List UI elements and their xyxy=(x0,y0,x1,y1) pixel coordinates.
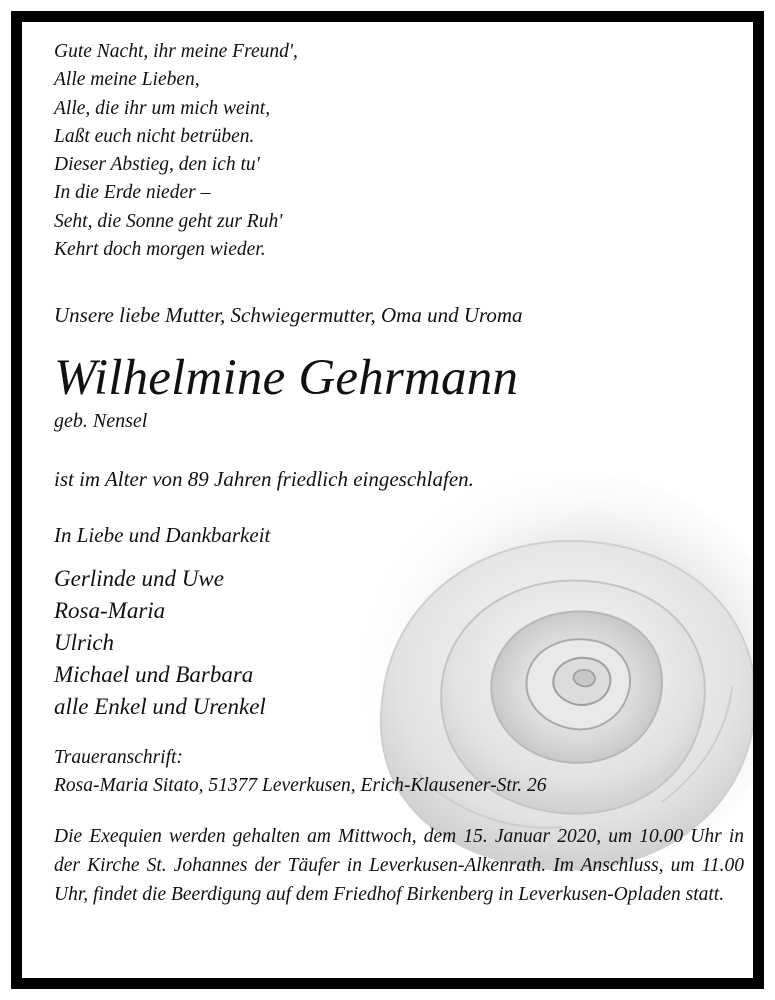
poem-line: Alle, die ihr um mich weint, xyxy=(54,97,271,119)
poem-line: Seht, die Sonne geht zur Ruh' xyxy=(54,210,283,232)
poem-line: Dieser Abstieg, den ich tu' xyxy=(54,154,260,176)
poem-line: Gute Nacht, ihr meine Freund', xyxy=(54,41,298,62)
age-statement: ist im Alter von 89 Jahren friedlich eingeschlafen. xyxy=(54,467,474,492)
mourning-address: Rosa-Maria Sitato, 51377 Leverkusen, Erich-Klausener-Str. 26 xyxy=(54,775,547,797)
obituary-frame xyxy=(11,11,764,989)
love-line: In Liebe und Dankbarkeit xyxy=(54,523,271,548)
deceased-name: Wilhelmine Gehrmann xyxy=(54,350,519,407)
intro-line: Unsere liebe Mutter, Schwiegermutter, Oma und Uroma xyxy=(54,303,523,328)
maiden-name: geb. Nensel xyxy=(54,410,148,433)
poem-line: Kehrt doch morgen wieder. xyxy=(54,239,266,261)
poem-line: In die Erde nieder – xyxy=(54,182,211,204)
poem xyxy=(54,38,744,264)
mourner: Ulrich xyxy=(54,629,115,655)
obituary-content xyxy=(54,38,744,909)
mourner: Michael und Barbara xyxy=(54,661,254,687)
mourner: Gerlinde und Uwe xyxy=(54,566,224,592)
mourners-list xyxy=(54,563,744,722)
service-details: Die Exequien werden gehalten am Mittwoch, dem 15. Januar 2020, um 10.00 Uhr in der Kirche St. Johannes der Täufer in Leverkusen-Alkenrath. Im Anschluss, um 11.00 Uhr, findet die Beerdigung auf dem Friedhof Birkenberg in Leverkusen-Opladen statt. xyxy=(54,826,744,905)
mourner: alle Enkel und Urenkel xyxy=(54,693,266,719)
poem-line: Alle meine Lieben, xyxy=(54,69,200,91)
mourner: Rosa-Maria xyxy=(54,598,166,624)
poem-line: Laßt euch nicht betrüben. xyxy=(54,125,255,147)
address-label: Traueranschrift: xyxy=(54,747,183,769)
